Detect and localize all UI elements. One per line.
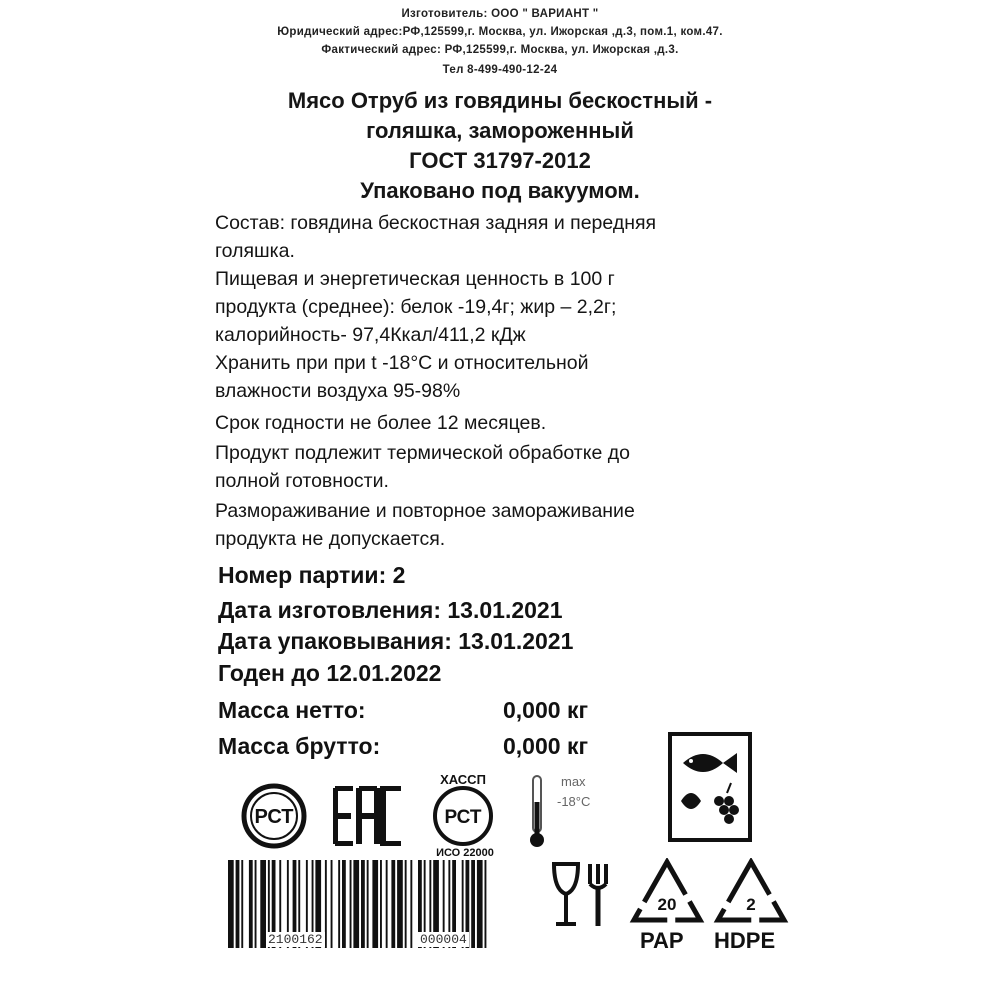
pct-certification-icon — [240, 782, 308, 850]
nutrition-line-1: Пищевая и энергетическая ценность в 100 г — [215, 268, 615, 290]
barcode-bar — [405, 860, 407, 948]
manufacture-date: Дата изготовления: 13.01.2021 — [218, 597, 563, 623]
actual-address-line: Фактический адрес: РФ,125599,г. Москва, ул. Ижорская ,д.3. — [321, 44, 679, 56]
product-title-line-1: Мясо Отруб из говядины бескостный - — [287, 88, 713, 113]
barcode-bar — [353, 860, 359, 948]
barcode-bar — [367, 860, 369, 948]
gross-weight-value: 0,000 кг — [503, 733, 589, 759]
barcode-bar — [325, 860, 327, 948]
eac-icon — [333, 786, 403, 846]
barcode-bar — [342, 860, 346, 948]
recycle-pap-icon — [628, 858, 706, 926]
barcode-bar — [350, 860, 352, 948]
barcode-left-number: 2100162 — [268, 932, 323, 947]
barcode-bar — [255, 860, 257, 948]
batch-number: Номер партии: 2 — [218, 562, 406, 588]
composition-line-1: Состав: говядина бескостная задняя и передняя — [215, 212, 657, 234]
barcode-bar — [228, 860, 234, 948]
legal-address-line: Юридический адрес:РФ,125599,г. Москва, ул. Ижорская ,д.3, пом.1, ком.47. — [277, 26, 723, 38]
barcode-bar — [372, 860, 378, 948]
net-weight-value: 0,000 кг — [503, 697, 589, 723]
cooking-line-1: Продукт подлежит термической обработке до — [215, 442, 630, 464]
storage-line-1: Хранить при при t -18°С и относительной — [215, 352, 589, 374]
product-standard: ГОСТ 31797-2012 — [409, 148, 591, 173]
composition-line-2: голяшка. — [215, 240, 295, 262]
shelf-life-line: Срок годности не более 12 месяцев. — [215, 412, 547, 434]
barcode-bar — [331, 860, 333, 948]
refreeze-line-1: Размораживание и повторное замораживание — [215, 500, 635, 522]
thermometer-icon — [525, 772, 625, 852]
recycle-hdpe-number: 2 — [746, 895, 756, 914]
nutrition-line-3: калорийность- 97,4Ккал/411,2 кДж — [215, 324, 526, 346]
barcode-bar — [380, 860, 382, 948]
barcode-bar — [471, 860, 475, 948]
barcode-right-number: 000004 — [420, 932, 467, 947]
pct-mark-text: РСТ — [254, 806, 294, 828]
phone-line: Тел 8-499-490-12-24 — [442, 64, 558, 76]
recycle-hdpe-icon — [712, 858, 790, 926]
haccp-iso-icon — [415, 768, 515, 858]
barcode-bar — [386, 860, 388, 948]
barcode-bar — [410, 860, 412, 948]
barcode-bar — [391, 860, 395, 948]
barcode-bar — [477, 860, 483, 948]
gross-weight-label: Масса брутто: — [218, 733, 381, 759]
iso-label: ИСО 22000 — [436, 847, 494, 858]
net-weight-label: Масса нетто: — [218, 697, 366, 723]
packing-date: Дата упаковывания: 13.01.2021 — [218, 628, 574, 654]
recycle-pap-label: PAP — [640, 928, 684, 953]
barcode-bar — [361, 860, 365, 948]
recycle-hdpe-label: HDPE — [714, 928, 776, 953]
best-before-date: Годен до 12.01.2022 — [218, 660, 442, 686]
barcode-bar — [249, 860, 253, 948]
packing-note: Упаковано под вакуумом. — [360, 178, 640, 203]
thermo-temp-label: -18°С — [557, 794, 591, 809]
fish-meat-food-icon — [667, 731, 753, 843]
manufacturer-line: Изготовитель: ООО " ВАРИАНТ " — [401, 8, 599, 20]
product-title-line-2: голяшка, замороженный — [366, 118, 634, 143]
haccp-pct-text: РСТ — [444, 807, 482, 828]
recycle-pap-number: 20 — [657, 895, 677, 914]
thermo-max-label: max — [561, 774, 586, 789]
barcode-bar — [241, 860, 243, 948]
barcode-bar — [236, 860, 240, 948]
nutrition-line-2: продукта (среднее): белок -19,4г; жир – 2,2г; — [215, 296, 617, 318]
barcode-bar — [338, 860, 340, 948]
cooking-line-2: полной готовности. — [215, 470, 389, 492]
food-contact-icon — [548, 860, 618, 930]
refreeze-line-2: продукта не допускается. — [215, 528, 446, 550]
barcode-bar — [485, 860, 487, 948]
barcode-bar — [397, 860, 403, 948]
haccp-label: ХАССП — [440, 772, 486, 787]
storage-line-2: влажности воздуха 95-98% — [215, 380, 461, 402]
